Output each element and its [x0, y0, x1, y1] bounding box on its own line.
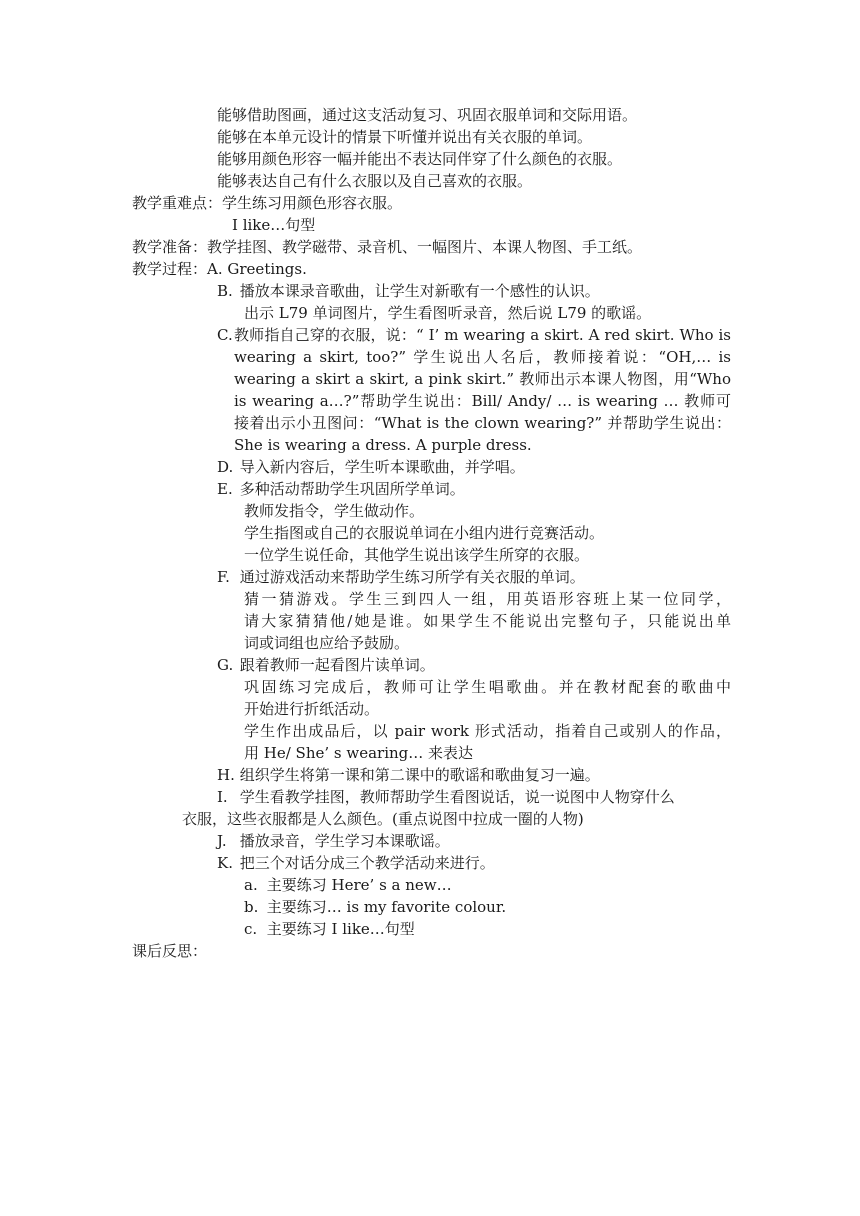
step-i-cont: 衣服，这些衣服都是人么颜色。(重点说图中拉成一圈的人物)	[182, 810, 584, 828]
key-points-text-2: I like…句型	[232, 216, 316, 234]
step-marker: A.	[207, 260, 223, 278]
step-j	[217, 830, 450, 852]
step-e-sub: 一位学生说任命，其他学生说出该学生所穿的衣服。	[244, 546, 590, 564]
step-text: 播放录音，学生学习本课歌谣。	[239, 832, 450, 850]
step-g-sub: 巩固练习完成后，教师可让学生唱歌曲。并在教材配套的歌曲中	[244, 678, 731, 696]
step-c-line: is wearing a…?”帮助学生说出：Bill/ Andy/ … is wearing … 教师可	[234, 392, 731, 410]
step-marker: E.	[217, 480, 233, 498]
prep-label: 教学准备：	[132, 238, 208, 256]
item-text: 主要练习 I like…句型	[266, 920, 415, 938]
step-marker: F.	[217, 568, 230, 586]
step-f-sub: 词或词组也应给予鼓励。	[244, 634, 410, 652]
step-marker: H.	[217, 766, 235, 784]
prep-text: 教学挂图、教学磁带、录音机、一幅图片、本课人物图、手工纸。	[207, 238, 643, 256]
step-marker: I.	[217, 788, 228, 806]
step-text: 组织学生将第一课和第二课中的歌谣和歌曲复习一遍。	[239, 766, 600, 784]
step-marker: G.	[217, 656, 234, 674]
step-f	[217, 566, 585, 588]
step-f-sub: 请大家猜猜他/她是谁。如果学生不能说出完整句子，只能说出单	[244, 612, 731, 630]
objective-line: 能够在本单元设计的情景下听懂并说出有关衣服的单词。	[217, 128, 593, 146]
step-text: Greetings.	[227, 260, 307, 278]
step-text: 多种活动帮助学生巩固所学单词。	[239, 480, 465, 498]
step-g-sub: 学生作出成品后，以 pair work 形式活动，指着自己或别人的作品，	[244, 722, 731, 740]
step-e-sub: 教师发指令，学生做动作。	[244, 502, 425, 520]
step-d	[217, 456, 525, 478]
step-c-line: wearing a skirt, too?” 学生说出人名后，教师接着说：“OH,… is	[234, 348, 731, 366]
step-k	[217, 852, 495, 874]
step-marker: K.	[217, 854, 233, 872]
item-marker: c.	[244, 920, 258, 938]
step-c-line: wearing a skirt a skirt, a pink skirt.” 教师出示本课人物图，用“Who	[234, 370, 731, 388]
prep-row	[132, 236, 642, 258]
step-k-item	[244, 896, 506, 918]
step-text: 通过游戏活动来帮助学生练习所学有关衣服的单词。	[239, 568, 585, 586]
item-text: 主要练习… is my favorite colour.	[266, 898, 507, 916]
step-i	[217, 786, 675, 808]
step-g-sub: 用 He/ She’ s wearing… 来表达	[244, 744, 474, 762]
process-label: 教学过程：	[132, 260, 208, 278]
step-marker: D.	[217, 458, 234, 476]
step-g-sub: 开始进行折纸活动。	[244, 700, 380, 718]
objective-line: 能够借助图画，通过这支活动复习、巩固衣服单词和交际用语。	[217, 106, 638, 124]
step-e	[217, 478, 465, 500]
step-marker: C.	[217, 326, 233, 344]
step-b	[217, 280, 600, 302]
step-f-sub: 猜一猜游戏。学生三到四人一组，用英语形容班上某一位同学，	[244, 590, 731, 608]
step-e-sub: 学生指图或自己的衣服说单词在小组内进行竞赛活动。	[244, 524, 605, 542]
step-c	[217, 324, 235, 346]
objective-line: 能够表达自己有什么衣服以及自己喜欢的衣服。	[217, 172, 533, 190]
step-text: 学生看教学挂图，教师帮助学生看图说话，说一说图中人物穿什么	[239, 788, 675, 806]
step-text: 跟着教师一起看图片读单词。	[239, 656, 435, 674]
key-points-text: 学生练习用颜色形容衣服。	[222, 194, 403, 212]
item-marker: b.	[244, 898, 259, 916]
step-text: 把三个对话分成三个教学活动来进行。	[239, 854, 495, 872]
step-k-item	[244, 918, 415, 940]
step-b-sub: 出示 L79 单词图片，学生看图听录音，然后说 L79 的歌谣。	[244, 304, 652, 322]
step-h	[217, 764, 600, 786]
item-marker: a.	[244, 876, 258, 894]
step-text: 导入新内容后，学生听本课歌曲，并学唱。	[239, 458, 525, 476]
step-marker: J.	[217, 832, 227, 850]
step-marker: B.	[217, 282, 233, 300]
objective-line: 能够用颜色形容一幅并能出不表达同伴穿了什么颜色的衣服。	[217, 150, 623, 168]
process-row-a	[132, 258, 307, 280]
step-c-line: She is wearing a dress. A purple dress.	[234, 436, 532, 454]
step-k-item	[244, 874, 452, 896]
step-text: 播放本课录音歌曲，让学生对新歌有一个感性的认识。	[239, 282, 600, 300]
item-text: 主要练习 Here’ s a new…	[266, 876, 452, 894]
key-points-label: 教学重难点：	[132, 194, 223, 212]
key-points-row	[132, 192, 402, 214]
step-c-line: 接着出示小丑图问：“What is the clown wearing?” 并帮助学生说出：	[234, 414, 731, 432]
reflection-label: 课后反思：	[132, 942, 208, 960]
step-c-line: 教师指自己穿的衣服，说：“ I’ m wearing a skirt. A red skirt. Who is	[234, 326, 731, 344]
step-g	[217, 654, 435, 676]
